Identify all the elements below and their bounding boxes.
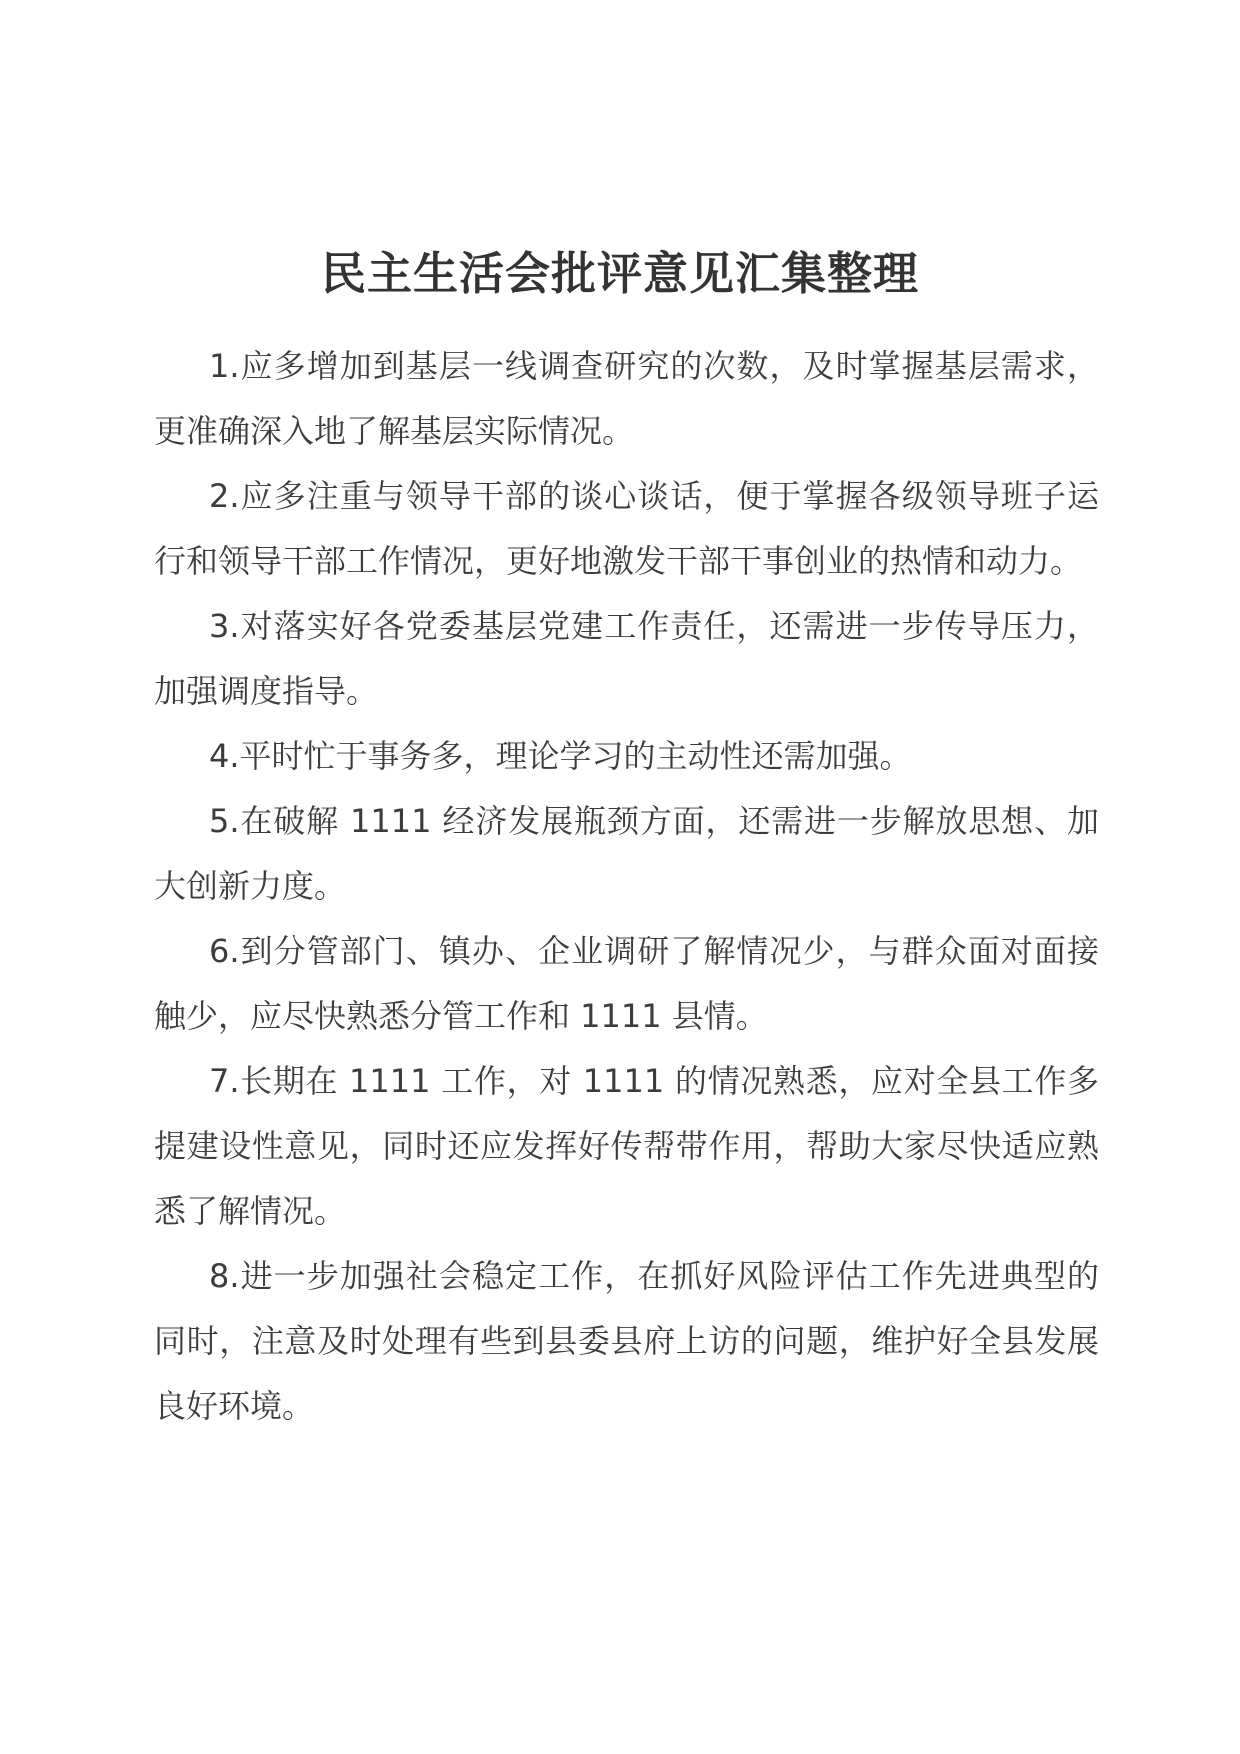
list-item: 2.应多注重与领导干部的谈心谈话，便于掌握各级领导班子运行和领导干部工作情况，更好地激发干部干事创业的热情和动力。 [154, 477, 1099, 580]
document-body [154, 334, 1099, 1439]
list-item: 4.平时忙于事务多，理论学习的主动性还需加强。 [209, 737, 912, 775]
list-item: 3.对落实好各党委基层党建工作责任，还需进一步传导压力，加强调度指导。 [154, 607, 1099, 710]
list-item: 1.应多增加到基层一线调查研究的次数，及时掌握基层需求，更准确深入地了解基层实际情况。 [154, 347, 1099, 450]
list-item: 8.进一步加强社会稳定工作，在抓好风险评估工作先进典型的同时，注意及时处理有些到县委县府上访的问题，维护好全县发展良好环境。 [154, 1257, 1099, 1425]
list-item: 5.在破解 1111 经济发展瓶颈方面，还需进一步解放思想、加大创新力度。 [154, 802, 1099, 905]
list-item: 6.到分管部门、镇办、企业调研了解情况少，与群众面对面接触少，应尽快熟悉分管工作和 1111 县情。 [154, 932, 1099, 1035]
document-title: 民主生活会批评意见汇集整理 [320, 247, 919, 300]
list-item: 7.长期在 1111 工作，对 1111 的情况熟悉，应对全县工作多提建设性意见，同时还应发挥好传帮带作用，帮助大家尽快适应熟悉了解情况。 [154, 1062, 1099, 1230]
